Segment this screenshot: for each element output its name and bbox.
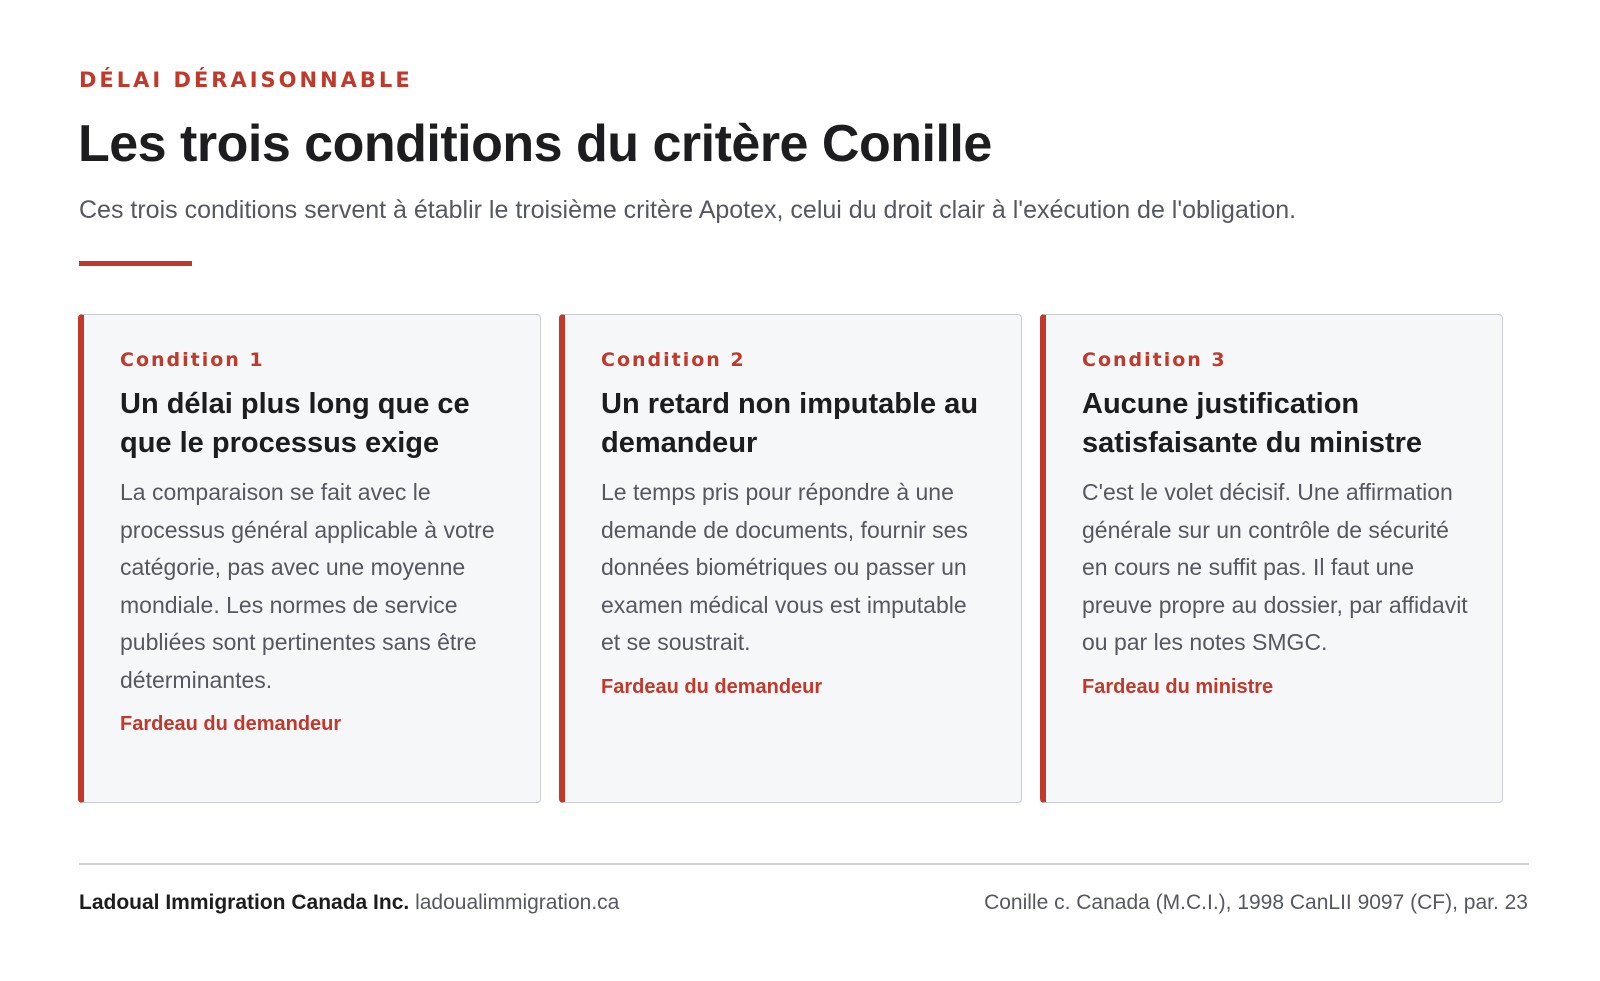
condition-card-3	[1040, 314, 1503, 803]
card-heading: Aucune justification satisfaisante du ministre	[1082, 388, 1423, 459]
accent-divider	[79, 261, 192, 266]
card-body: Le temps pris pour répondre à une demande de documents, fournir ses données biométriques ou passer un examen médical vous est imputable et se soustrait.	[601, 479, 968, 655]
card-burden: Fardeau du demandeur	[601, 675, 823, 698]
card-body: C'est le volet décisif. Une affirmation générale sur un contrôle de sécurité en cours ne suffit pas. Il faut une preuve propre au dossier, par affidavit ou par les notes SMGC.	[1082, 479, 1468, 655]
eyebrow-label: DÉLAI DÉRAISONNABLE	[79, 68, 413, 92]
footer-organization: Ladoual Immigration Canada Inc.	[79, 891, 410, 914]
card-body: La comparaison se fait avec le processus général applicable à votre catégorie, pas avec une moyenne mondiale. Les normes de service publiées sont pertinentes sans être déterminantes.	[120, 479, 495, 693]
footer-credit	[79, 891, 619, 915]
card-heading: Un délai plus long que ce que le processus exige	[120, 388, 470, 459]
card-kicker: Condition 2	[601, 349, 746, 371]
footer-website[interactable]: ladoualimmigration.ca	[415, 891, 620, 914]
footer-divider	[79, 863, 1529, 865]
condition-card-1	[78, 314, 541, 803]
card-heading: Un retard non imputable au demandeur	[601, 388, 979, 459]
page-subtitle: Ces trois conditions servent à établir le troisième critère Apotex, celui du droit clair à l'exécution de l'obligation.	[79, 196, 1297, 224]
card-burden: Fardeau du ministre	[1082, 675, 1274, 698]
page-title: Les trois conditions du critère Conille	[78, 115, 992, 173]
card-burden: Fardeau du demandeur	[120, 713, 342, 735]
condition-card-2	[559, 314, 1022, 803]
card-kicker: Condition 3	[1082, 349, 1227, 371]
footer-citation: Conille c. Canada (M.C.I.), 1998 CanLII 9097 (CF), par. 23	[984, 891, 1528, 914]
card-kicker: Condition 1	[120, 349, 265, 371]
